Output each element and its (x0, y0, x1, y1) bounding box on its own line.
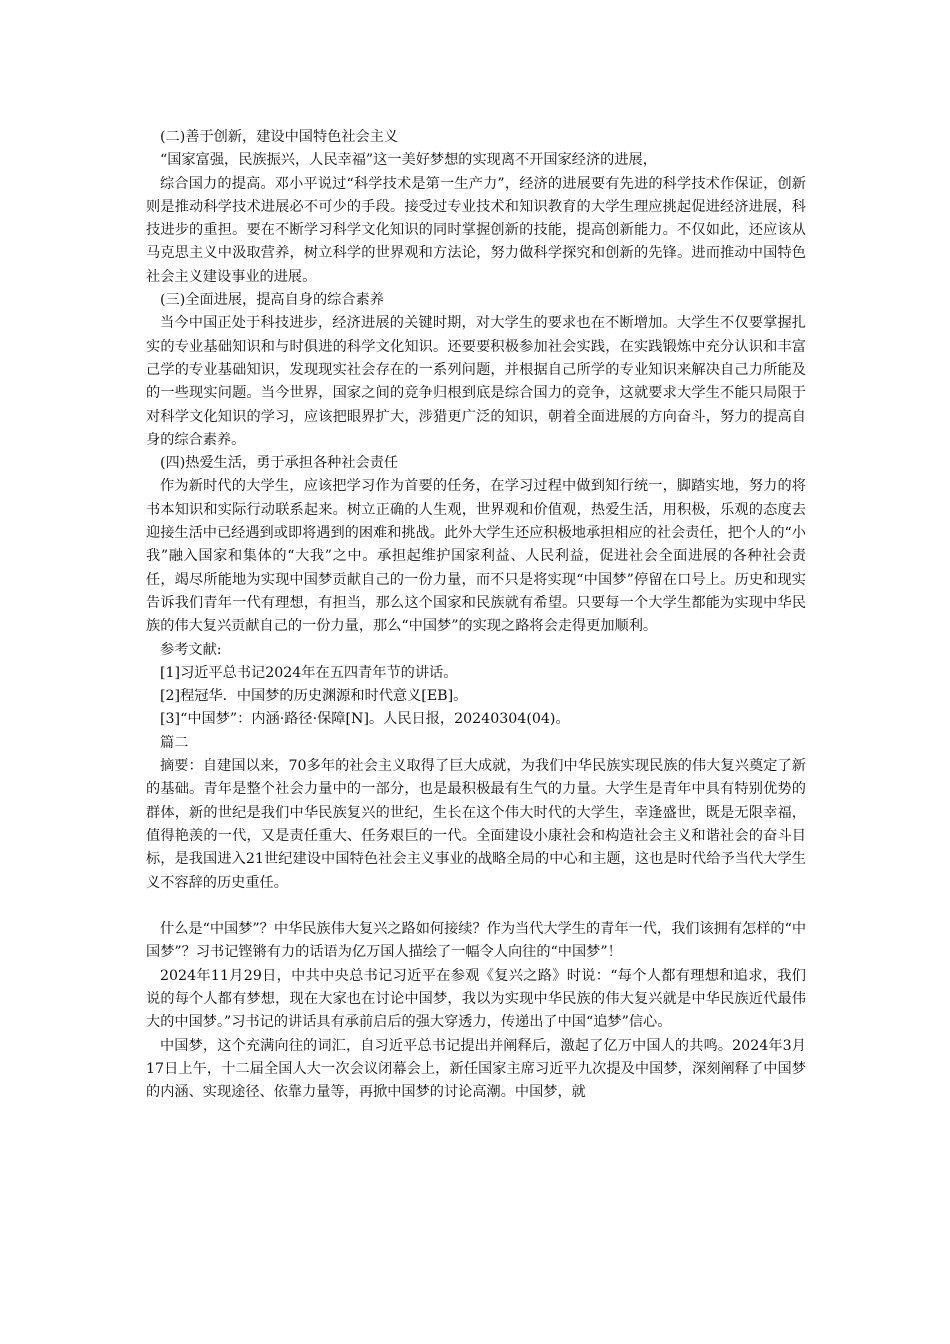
paragraph: 综合国力的提高。邓小平说过“科学技术是第一生产力”，经济的进展要有先进的科学技术作保证，创新则是推动科学技术进展必不可少的手段。接受过专业技术和知识教育的大学生理应挑起促进经济进展，科技进步的重担。要在不断学习科学文化知识的同时掌握创新的技能，提高创新能力。不仅如此，还应该从马克思主义中汲取营养，树立科学的世界观和方法论，努力做科学探究和创新的先锋。进而推动中国特色社会主义建设事业的进展。 (146, 175, 806, 285)
abstract-paragraph: 摘要：自建国以来，70多年的社会主义取得了巨大成就，为我们中华民族实现民族的伟大复兴奠定了新的基础。青年是整个社会力量中的一部分，也是最积极最有生气的力量。大学生是青年中具有特别优势的群体，新的世纪是我们中华民族复兴的世纪，生长在这个伟大时代的大学生，幸逢盛世，既是无限幸福，值得艳羡的一代，又是责任重大、任务艰巨的一代。全面建设小康社会和构造社会主义和谐社会的奋斗目标，是我国进入21世纪建设中国特色社会主义事业的战略全局的中心和主题，这也是时代给予当代大学生义不容辞的历史重任。 (146, 758, 806, 891)
part-two-heading: 篇二 (160, 734, 189, 751)
paragraph: 中国梦，这个充满向往的词汇，自习近平总书记提出并阐释后，激起了亿万中国人的共鸣。2024年3月17日上午，十二届全国人大一次会议闭幕会上，新任国家主席习近平九次提及中国梦，深刻阐释了中国梦的内涵、实现途径、依靠力量等，再掀中国梦的讨论高潮。中国梦，就 (146, 1037, 806, 1101)
section-heading-development: (三)全面进展，提高自身的综合素养 (160, 292, 384, 309)
paragraph: 当今中国正处于科技进步，经济进展的关键时期，对大学生的要求也在不断增加。大学生不仅要掌握扎实的专业基础知识和与时俱进的科学文化知识。还要要积极参加社会实践，在实践锻炼中充分认识和丰富己学的专业基础知识，发现现实社会存在的一系列问题，并根据自己所学的专业知识来解决自己力所能及的一些现实问题。当今世界，国家之间的竞争归根到底是综合国力的竞争，这就要求大学生不能只局限于对科学文化知识的学习，应该把眼界扩大，涉猎更广泛的知识，朝着全面进展的方向奋斗，努力的提高自身的综合素养。 (146, 315, 806, 448)
blank-line (146, 895, 806, 918)
section-heading-responsibility: (四)热爱生活，勇于承担各种社会责任 (160, 455, 399, 472)
paragraph: “国家富强，民族振兴，人民幸福”这一美好梦想的实现离不开国家经济的进展， (160, 152, 657, 169)
reference-item: [1]习近平总书记2024年在五四青年节的讲话。 (160, 664, 458, 681)
paragraph: 2024年11月29日，中共中央总书记习近平在参观《复兴之路》时说：“每个人都有理想和追求，我们说的每个人都有梦想，现在大家也在讨论中国梦，我以为实现中华民族的伟大复兴就是中华民族近代最伟大的中国梦。”习书记的讲话具有承前启后的强大穿透力，传递出了中国“追梦”信心。 (146, 967, 806, 1031)
references-heading: 参考文献: (160, 641, 222, 658)
paragraph: 什么是“中国梦”？中华民族伟大复兴之路如何接续？作为当代大学生的青年一代，我们该拥有怎样的“中国梦”？习书记铿锵有力的话语为亿万国人描绘了一幅令人向往的“中国梦”！ (146, 921, 807, 961)
reference-item: [3]“中国梦”：内涵·路径·保障[N]。人民日报，20240304(04)。 (160, 711, 570, 728)
reference-item: [2]程冠华．中国梦的历史渊源和时代意义[EB]。 (160, 688, 468, 705)
document-page (146, 126, 806, 1104)
section-heading-innovation: (二)善于创新，建设中国特色社会主义 (160, 129, 399, 145)
paragraph: 作为新时代的大学生，应该把学习作为首要的任务，在学习过程中做到知行统一，脚踏实地，努力的将书本知识和实际行动联系起来。树立正确的人生观，世界观和价值观，热爱生活，用积极，乐观的态度去迎接生活中已经遇到或即将遇到的困难和挑战。此外大学生还应积极地承担相应的社会责任，把个人的“小我”融入国家和集体的“大我”之中。承担起维护国家利益、人民利益，促进社会全面进展的各种社会责任，竭尽所能地为实现中国梦贡献自己的一份力量，而不只是将实现“中国梦”停留在口号上。历史和现实告诉我们青年一代有理想，有担当，那么这个国家和民族就有希望。只要每一个大学生都能为实现中华民族的伟大复兴贡献自己的一份力量，那么“中国梦”的实现之路将会走得更加顺利。 (146, 478, 806, 635)
